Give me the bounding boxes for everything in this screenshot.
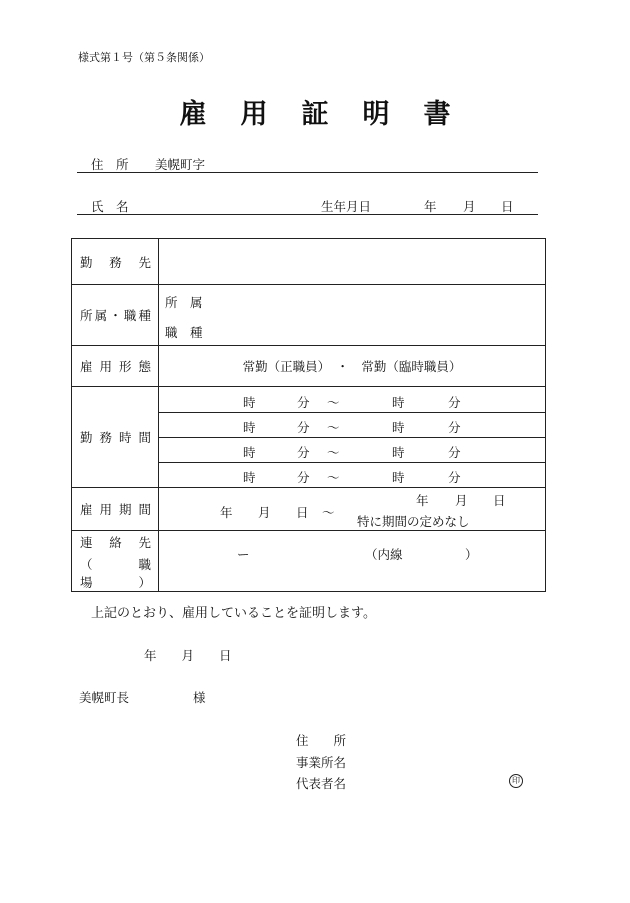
work-hours-row-1[interactable] xyxy=(159,387,546,413)
period-start-year: 年 xyxy=(220,505,233,520)
minute-label: 分 xyxy=(297,395,310,410)
contact-sub-label: （ 職 場 ） xyxy=(80,557,164,590)
hour-label: 時 xyxy=(392,420,405,435)
hour-label: 時 xyxy=(243,420,256,435)
representative-label: 代表者名 xyxy=(296,776,347,791)
no-fixed-period: 特に期間の定めなし xyxy=(357,514,470,529)
extension-label: （内線 ） xyxy=(365,547,478,562)
minute-label: 分 xyxy=(448,395,461,410)
name-field[interactable] xyxy=(77,196,538,215)
period-end-year: 年 xyxy=(416,493,429,508)
workplace-input[interactable] xyxy=(159,239,546,285)
form-number: 様式第１号（第５条関係） xyxy=(78,51,210,64)
tilde: 〜 xyxy=(327,445,340,460)
period-start-month: 月 xyxy=(258,505,271,520)
work-hours-row-4[interactable] xyxy=(159,463,546,488)
seal-mark: 印 xyxy=(509,774,523,788)
minute-label: 分 xyxy=(448,470,461,485)
employment-type-label-cell: 雇用形態 xyxy=(72,346,159,387)
addressee-honorific: 様 xyxy=(193,690,206,705)
work-hours-row-3[interactable] xyxy=(159,438,546,463)
tilde: 〜 xyxy=(327,470,340,485)
job-sub-label: 職 種 xyxy=(165,325,203,340)
period-tilde: 〜 xyxy=(322,505,335,520)
closing-statement: 上記のとおり、雇用していることを証明します。 xyxy=(91,606,376,621)
birth-day-label: 日 xyxy=(501,199,514,214)
minute-label: 分 xyxy=(297,420,310,435)
affiliation-sub-label: 所 属 xyxy=(165,295,203,310)
phone-dash: ー xyxy=(237,547,250,562)
hour-label: 時 xyxy=(392,395,405,410)
birth-year-label: 年 xyxy=(424,199,437,214)
period-start-day: 日 xyxy=(296,505,309,520)
period-label-cell: 雇用期間 xyxy=(72,488,159,531)
minute-label: 分 xyxy=(297,445,310,460)
certification-date: 年 月 日 xyxy=(144,648,232,663)
work-hours-label-cell: 勤務時間 xyxy=(72,387,159,488)
period-end-day: 日 xyxy=(493,493,506,508)
tilde: 〜 xyxy=(327,395,340,410)
affiliation-input[interactable] xyxy=(159,285,546,346)
birth-month-label: 月 xyxy=(463,199,476,214)
address-field[interactable] xyxy=(77,154,538,173)
hour-label: 時 xyxy=(243,470,256,485)
minute-label: 分 xyxy=(448,445,461,460)
addressee: 美幌町長 xyxy=(79,690,130,705)
minute-label: 分 xyxy=(297,470,310,485)
name-label: 氏 名 xyxy=(91,199,129,214)
birthdate-label: 生年月日 xyxy=(321,199,372,214)
company-name-label: 事業所名 xyxy=(296,755,347,770)
address-value: 美幌町字 xyxy=(155,157,206,172)
period-end-month: 月 xyxy=(455,493,468,508)
address-label: 住 所 xyxy=(91,157,129,172)
employer-address-label: 住 所 xyxy=(296,733,347,748)
work-hours-row-2[interactable] xyxy=(159,413,546,438)
hour-label: 時 xyxy=(392,445,405,460)
hour-label: 時 xyxy=(243,395,256,410)
contact-label-cell xyxy=(72,531,164,592)
hour-label: 時 xyxy=(243,445,256,460)
employment-type-options[interactable]: 常勤（正職員） ・ 常勤（臨時職員） xyxy=(159,346,546,387)
employment-period-input[interactable] xyxy=(159,488,546,531)
workplace-label-cell: 勤 務 先 xyxy=(72,239,159,285)
minute-label: 分 xyxy=(448,420,461,435)
page-title: 雇用証明書 xyxy=(179,99,485,130)
hour-label: 時 xyxy=(392,470,405,485)
contact-label: 連 絡 先 xyxy=(80,535,151,550)
employment-table xyxy=(71,238,546,592)
tilde: 〜 xyxy=(327,420,340,435)
affiliation-label-cell: 所属・職種 xyxy=(72,285,159,346)
contact-input[interactable] xyxy=(159,531,546,592)
